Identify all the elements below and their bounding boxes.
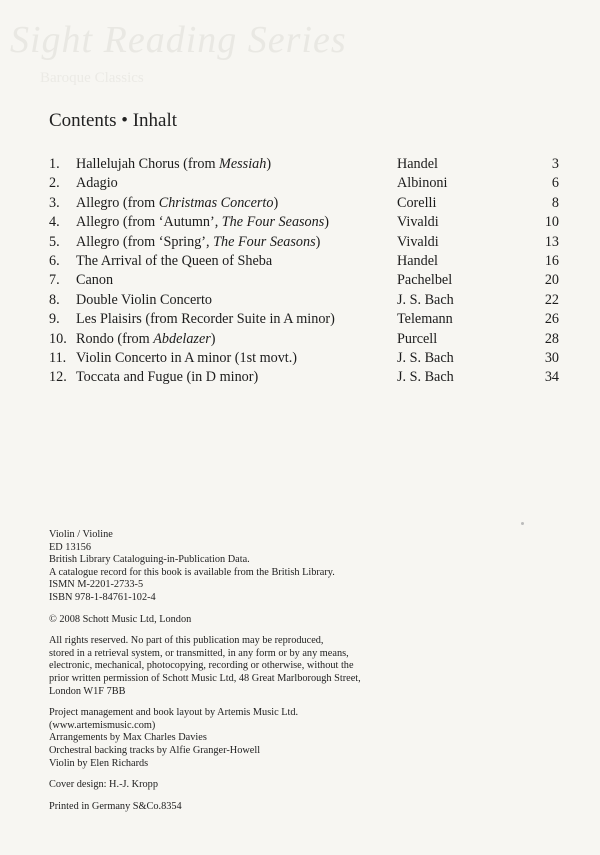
page-title: Contents • Inhalt bbox=[49, 110, 178, 131]
toc-page-number: 28 bbox=[544, 330, 559, 347]
toc-entry bbox=[49, 291, 559, 310]
toc-title bbox=[76, 252, 272, 271]
toc-page-number: 26 bbox=[544, 311, 559, 328]
toc-entry bbox=[49, 310, 559, 329]
toc-page-number: 3 bbox=[551, 156, 559, 172]
table-of-contents bbox=[49, 155, 559, 388]
toc-title-text: Allegro (from ‘Spring’, bbox=[76, 233, 214, 250]
toc-page-number: 34 bbox=[544, 369, 559, 386]
toc-title bbox=[76, 155, 271, 174]
toc-title-text: Hallelujah Chorus (from bbox=[76, 156, 220, 172]
toc-composer: Albinoni bbox=[397, 175, 448, 192]
toc-composer: Vivaldi bbox=[397, 233, 439, 250]
toc-title-italic: Messiah bbox=[219, 156, 267, 172]
toc-number: 9. bbox=[49, 311, 60, 328]
toc-title-italic: The Four Seasons bbox=[221, 214, 325, 231]
toc-title bbox=[76, 233, 320, 252]
toc-page-number: 10 bbox=[544, 214, 559, 231]
toc-title bbox=[76, 349, 297, 368]
toc-title-text: Violin Concerto in A minor (1st movt.) bbox=[76, 349, 298, 366]
colophon-line: Arrangements by Max Charles Davies bbox=[49, 732, 207, 744]
toc-entry bbox=[49, 194, 559, 213]
toc-title-text: Double Violin Concerto bbox=[76, 291, 213, 308]
toc-title-text: ) bbox=[315, 233, 321, 250]
colophon-line: All rights reserved. No part of this publication may be reproduced, bbox=[49, 635, 324, 647]
toc-composer: J. S. Bach bbox=[397, 291, 454, 308]
toc-title bbox=[76, 330, 216, 349]
colophon-line: Orchestral backing tracks by Alfie Granger-Howell bbox=[49, 744, 261, 756]
toc-composer: Handel bbox=[397, 156, 438, 172]
toc-title-text: Allegro (from ‘Autumn’, bbox=[76, 214, 222, 231]
credits bbox=[49, 707, 489, 770]
toc-title-italic: Abdelazer bbox=[153, 330, 211, 347]
toc-number: 1. bbox=[49, 156, 60, 172]
cover-design-credit: Cover design: H.-J. Kropp bbox=[49, 779, 158, 791]
paper-speck bbox=[521, 522, 524, 525]
toc-entry bbox=[49, 368, 559, 387]
toc-number: 10. bbox=[49, 330, 67, 347]
toc-page-number: 16 bbox=[544, 252, 559, 269]
toc-entry bbox=[49, 174, 559, 193]
toc-page-number: 6 bbox=[551, 175, 559, 192]
toc-entry bbox=[49, 155, 559, 174]
toc-entry bbox=[49, 233, 559, 252]
toc-title-text: ) bbox=[266, 156, 272, 172]
toc-title-italic: Christmas Concerto bbox=[158, 194, 274, 211]
toc-composer: Handel bbox=[397, 252, 438, 269]
toc-page-number: 13 bbox=[544, 233, 559, 250]
colophon-line: London W1F 7BB bbox=[49, 685, 126, 697]
toc-entry bbox=[49, 271, 559, 290]
toc-composer: Corelli bbox=[397, 194, 437, 211]
toc-title-text: The Arrival of the Queen of Sheba bbox=[76, 252, 273, 269]
toc-entry bbox=[49, 330, 559, 349]
colophon-line: A catalogue record for this book is available from the British Library. bbox=[49, 566, 335, 578]
toc-title bbox=[76, 310, 335, 329]
toc-title bbox=[76, 174, 118, 193]
colophon-line: stored in a retrieval system, or transmitted, in any form or by any means, bbox=[49, 647, 349, 659]
toc-title bbox=[76, 194, 278, 213]
colophon-line: (www.artemismusic.com) bbox=[49, 719, 156, 731]
toc-title-text: Allegro (from bbox=[76, 194, 159, 211]
colophon-line: ED 13156 bbox=[49, 541, 92, 553]
colophon bbox=[49, 529, 489, 822]
toc-number: 12. bbox=[49, 369, 67, 386]
toc-title-text: Toccata and Fugue (in D minor) bbox=[76, 369, 259, 386]
toc-number: 2. bbox=[49, 175, 60, 192]
copyright-line: © 2008 Schott Music Ltd, London bbox=[49, 613, 192, 625]
toc-title bbox=[76, 291, 212, 310]
toc-page-number: 30 bbox=[544, 349, 559, 366]
toc-composer: J. S. Bach bbox=[397, 369, 454, 386]
toc-entry bbox=[49, 213, 559, 232]
toc-title-text: Adagio bbox=[76, 175, 118, 192]
toc-number: 7. bbox=[49, 272, 60, 289]
toc-title bbox=[76, 213, 329, 232]
background-series-title: Sight Reading Series bbox=[10, 19, 347, 61]
toc-number: 8. bbox=[49, 291, 60, 308]
toc-title-text: Rondo (from bbox=[76, 330, 154, 347]
rights-notice bbox=[49, 635, 489, 698]
colophon-line: prior written permission of Schott Music Ltd, 48 Great Marlborough Street, bbox=[49, 672, 361, 684]
colophon-line: Project management and book layout by Artemis Music Ltd. bbox=[49, 707, 299, 719]
toc-page-number: 20 bbox=[544, 272, 559, 289]
toc-composer: Purcell bbox=[397, 330, 438, 347]
toc-page-number: 22 bbox=[544, 291, 559, 308]
toc-title-text: Canon bbox=[76, 272, 114, 289]
toc-composer: Telemann bbox=[397, 311, 453, 328]
toc-title bbox=[76, 271, 113, 290]
toc-title-text: ) bbox=[210, 330, 216, 347]
toc-title-text: Les Plaisirs (from Recorder Suite in A minor) bbox=[76, 311, 335, 328]
toc-composer: Pachelbel bbox=[397, 272, 453, 289]
toc-number: 11. bbox=[49, 349, 67, 366]
toc-number: 4. bbox=[49, 214, 60, 231]
catalogue-info bbox=[49, 529, 489, 605]
colophon-line: British Library Cataloguing-in-Publication Data. bbox=[49, 554, 250, 566]
printed-in: Printed in Germany S&Co.8354 bbox=[49, 800, 182, 812]
toc-number: 3. bbox=[49, 194, 60, 211]
colophon-line: Violin / Violine bbox=[49, 529, 113, 540]
toc-composer: J. S. Bach bbox=[397, 349, 454, 366]
toc-page-number: 8 bbox=[551, 194, 559, 211]
colophon-line: ISBN 978-1-84761-102-4 bbox=[49, 591, 156, 603]
toc-title bbox=[76, 368, 258, 387]
toc-title-text: ) bbox=[273, 194, 279, 211]
toc-title-italic: The Four Seasons bbox=[213, 233, 316, 250]
toc-title-text: ) bbox=[324, 214, 329, 231]
toc-entry bbox=[49, 252, 559, 271]
colophon-line: electronic, mechanical, photocopying, recording or otherwise, without the bbox=[49, 660, 354, 672]
toc-number: 5. bbox=[49, 233, 60, 250]
colophon-line: Violin by Elen Richards bbox=[49, 757, 149, 769]
toc-composer: Vivaldi bbox=[397, 214, 439, 231]
background-subtitle: Baroque Classics bbox=[40, 70, 144, 86]
colophon-line: ISMN M-2201-2733-5 bbox=[49, 579, 144, 591]
toc-entry bbox=[49, 349, 559, 368]
toc-number: 6. bbox=[49, 252, 60, 269]
